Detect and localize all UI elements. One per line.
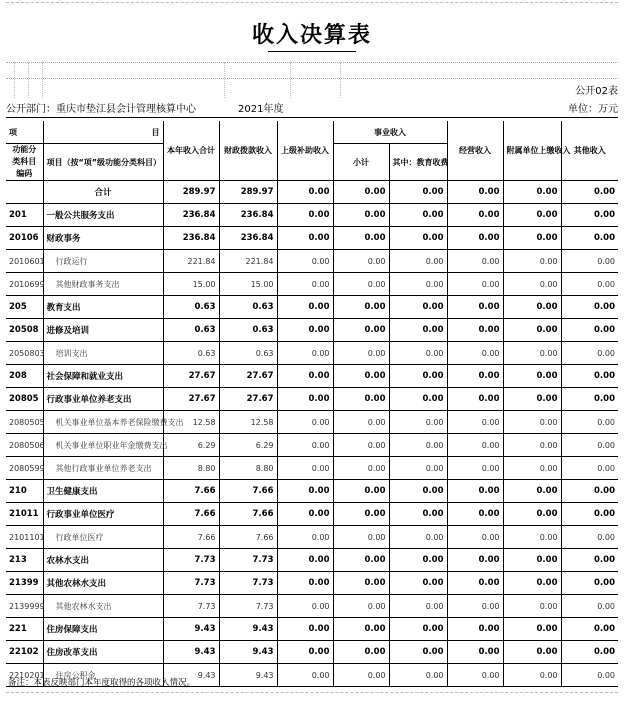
cell-oth: 0.00 <box>561 526 618 549</box>
grid-dotted-vline <box>42 62 43 98</box>
cell-sub: 0.00 <box>333 572 389 595</box>
cell-name: 社会保障和就业支出 <box>43 365 163 388</box>
cell-oth: 0.00 <box>561 503 618 526</box>
cell-code: 221 <box>6 618 43 641</box>
cell-op: 0.00 <box>447 457 503 480</box>
cell-total: 236.84 <box>163 204 219 227</box>
cell-sub: 0.00 <box>333 595 389 618</box>
cell-op: 0.00 <box>447 204 503 227</box>
cell-edu: 0.00 <box>389 457 447 480</box>
cell-op: 0.00 <box>447 434 503 457</box>
cell-sub: 0.00 <box>333 480 389 503</box>
cell-name: 其他农林水支出 <box>43 595 163 618</box>
cell-fiscal: 221.84 <box>219 250 277 273</box>
cell-aff: 0.00 <box>503 227 561 250</box>
cell-op: 0.00 <box>447 342 503 365</box>
cell-aff: 0.00 <box>503 434 561 457</box>
cell-code: 2080505 <box>6 411 43 434</box>
cell-edu: 0.00 <box>389 411 447 434</box>
header-subtotal: 小计 <box>333 144 389 181</box>
cell-code: 20106 <box>6 227 43 250</box>
cell-total: 6.29 <box>163 434 219 457</box>
cell-op: 0.00 <box>447 296 503 319</box>
cell-aff: 0.00 <box>503 480 561 503</box>
cell-edu: 0.00 <box>389 480 447 503</box>
cell-total: 221.84 <box>163 250 219 273</box>
cell-total: 9.43 <box>163 664 219 687</box>
cell-edu: 0.00 <box>389 618 447 641</box>
cell-edu: 0.00 <box>389 664 447 687</box>
grid-dotted-vline <box>290 62 291 98</box>
cell-name: 卫生健康支出 <box>43 480 163 503</box>
cell-total: 15.00 <box>163 273 219 296</box>
cell-sup: 0.00 <box>277 227 333 250</box>
cell-fiscal: 0.63 <box>219 296 277 319</box>
cell-name: 其他财政事务支出 <box>43 273 163 296</box>
cell-edu: 0.00 <box>389 250 447 273</box>
cell-op: 0.00 <box>447 319 503 342</box>
grid-dotted-line <box>6 62 618 63</box>
cell-oth: 0.00 <box>561 273 618 296</box>
cell-code: 2010601 <box>6 250 43 273</box>
cell-code: 22102 <box>6 641 43 664</box>
cell-fiscal: 7.73 <box>219 549 277 572</box>
cell-oth: 0.00 <box>561 181 618 204</box>
cell-total: 27.67 <box>163 388 219 411</box>
year-label: 2021年度 <box>238 104 284 115</box>
cell-code: 213 <box>6 549 43 572</box>
cell-aff: 0.00 <box>503 664 561 687</box>
cell-aff: 0.00 <box>503 595 561 618</box>
cell-name: 其他行政事业单位养老支出 <box>43 457 163 480</box>
income-table <box>6 121 618 687</box>
cell-fiscal: 7.66 <box>219 480 277 503</box>
cell-total: 7.66 <box>163 503 219 526</box>
cell-oth: 0.00 <box>561 204 618 227</box>
cell-code: 2080506 <box>6 434 43 457</box>
cell-oth: 0.00 <box>561 572 618 595</box>
cell-name: 财政事务 <box>43 227 163 250</box>
cell-oth: 0.00 <box>561 480 618 503</box>
cell-sub: 0.00 <box>333 503 389 526</box>
cell-total: 236.84 <box>163 227 219 250</box>
cell-edu: 0.00 <box>389 503 447 526</box>
cell-fiscal: 236.84 <box>219 227 277 250</box>
cell-fiscal: 9.43 <box>219 641 277 664</box>
cell-code: 2010699 <box>6 273 43 296</box>
cell-sup: 0.00 <box>277 342 333 365</box>
cell-total: 7.66 <box>163 480 219 503</box>
cell-oth: 0.00 <box>561 411 618 434</box>
cell-op: 0.00 <box>447 595 503 618</box>
cell-total: 289.97 <box>163 181 219 204</box>
cell-total: 0.63 <box>163 319 219 342</box>
cell-oth: 0.00 <box>561 342 618 365</box>
cell-aff: 0.00 <box>503 181 561 204</box>
title-underline <box>268 51 356 52</box>
cell-total: 0.63 <box>163 342 219 365</box>
cell-sub: 0.00 <box>333 388 389 411</box>
cell-code: 210 <box>6 480 43 503</box>
cell-aff: 0.00 <box>503 204 561 227</box>
table-row <box>6 204 618 227</box>
table-row <box>6 434 618 457</box>
cell-sub: 0.00 <box>333 365 389 388</box>
cell-code: 2101101 <box>6 526 43 549</box>
table-row <box>6 227 618 250</box>
cell-sub: 0.00 <box>333 296 389 319</box>
table-row <box>6 365 618 388</box>
cell-edu: 0.00 <box>389 641 447 664</box>
cell-code: 208 <box>6 365 43 388</box>
table-header <box>6 121 618 181</box>
cell-sub: 0.00 <box>333 411 389 434</box>
cell-edu: 0.00 <box>389 434 447 457</box>
table-row <box>6 480 618 503</box>
cell-fiscal: 8.80 <box>219 457 277 480</box>
table-row <box>6 296 618 319</box>
cell-oth: 0.00 <box>561 618 618 641</box>
cell-total: 9.43 <box>163 641 219 664</box>
cell-edu: 0.00 <box>389 526 447 549</box>
cell-sub: 0.00 <box>333 227 389 250</box>
cell-aff: 0.00 <box>503 365 561 388</box>
cell-sup: 0.00 <box>277 250 333 273</box>
cell-sup: 0.00 <box>277 434 333 457</box>
cell-aff: 0.00 <box>503 250 561 273</box>
unit-label: 单位：万元 <box>568 104 618 115</box>
cell-name: 合计 <box>43 181 163 204</box>
cell-fiscal: 27.67 <box>219 388 277 411</box>
table-row <box>6 641 618 664</box>
cell-fiscal: 27.67 <box>219 365 277 388</box>
header-xiang: 项 <box>6 121 43 144</box>
cell-edu: 0.00 <box>389 342 447 365</box>
cell-edu: 0.00 <box>389 273 447 296</box>
cell-total: 9.43 <box>163 618 219 641</box>
cell-oth: 0.00 <box>561 296 618 319</box>
cell-total: 12.58 <box>163 411 219 434</box>
cell-sup: 0.00 <box>277 503 333 526</box>
cell-fiscal: 9.43 <box>219 618 277 641</box>
cell-name: 住房公积金 <box>43 664 163 687</box>
cell-code: 201 <box>6 204 43 227</box>
cell-op: 0.00 <box>447 664 503 687</box>
cell-aff: 0.00 <box>503 342 561 365</box>
cell-sub: 0.00 <box>333 250 389 273</box>
cell-code: 20508 <box>6 319 43 342</box>
cell-sub: 0.00 <box>333 273 389 296</box>
cell-total: 7.73 <box>163 572 219 595</box>
grid-dotted-vline <box>340 62 341 98</box>
cell-aff: 0.00 <box>503 296 561 319</box>
cell-name: 培训支出 <box>43 342 163 365</box>
cell-aff: 0.00 <box>503 641 561 664</box>
department-label: 公开部门：重庆市垫江县会计管理核算中心 <box>6 104 196 115</box>
table-row <box>6 526 618 549</box>
cell-fiscal: 236.84 <box>219 204 277 227</box>
header-superior: 上级补助收入 <box>277 121 333 181</box>
cell-sub: 0.00 <box>333 342 389 365</box>
cell-aff: 0.00 <box>503 273 561 296</box>
cell-code: 205 <box>6 296 43 319</box>
cell-oth: 0.00 <box>561 388 618 411</box>
grid-dotted-line <box>6 78 618 79</box>
cell-edu: 0.00 <box>389 319 447 342</box>
cell-sub: 0.00 <box>333 181 389 204</box>
cell-sub: 0.00 <box>333 434 389 457</box>
cell-code: 20805 <box>6 388 43 411</box>
cell-name: 行政事业单位养老支出 <box>43 388 163 411</box>
form-number: 公开02表 <box>575 86 618 97</box>
page-top-rule <box>6 2 618 3</box>
total-row <box>6 181 618 204</box>
cell-sup: 0.00 <box>277 319 333 342</box>
header-operating: 经营收入 <box>447 121 503 181</box>
cell-sup: 0.00 <box>277 204 333 227</box>
cell-fiscal: 7.66 <box>219 526 277 549</box>
cell-total: 0.63 <box>163 296 219 319</box>
cell-op: 0.00 <box>447 503 503 526</box>
cell-sup: 0.00 <box>277 526 333 549</box>
cell-fiscal: 0.63 <box>219 342 277 365</box>
cell-sub: 0.00 <box>333 204 389 227</box>
cell-name: 住房保障支出 <box>43 618 163 641</box>
cell-edu: 0.00 <box>389 227 447 250</box>
cell-edu: 0.00 <box>389 181 447 204</box>
cell-aff: 0.00 <box>503 411 561 434</box>
cell-oth: 0.00 <box>561 641 618 664</box>
table-row <box>6 618 618 641</box>
cell-sup: 0.00 <box>277 664 333 687</box>
cell-sub: 0.00 <box>333 319 389 342</box>
header-other: 其他收入 <box>561 121 618 181</box>
cell-aff: 0.00 <box>503 526 561 549</box>
cell-code: 2050803 <box>6 342 43 365</box>
cell-fiscal: 15.00 <box>219 273 277 296</box>
cell-name: 行政单位医疗 <box>43 526 163 549</box>
cell-name: 行政运行 <box>43 250 163 273</box>
cell-op: 0.00 <box>447 273 503 296</box>
cell-op: 0.00 <box>447 365 503 388</box>
header-mu: 目 <box>43 121 163 144</box>
header-code: 功能分类科目编码 <box>6 144 43 181</box>
cell-name: 机关事业单位基本养老保险缴费支出 <box>43 411 163 434</box>
cell-sup: 0.00 <box>277 618 333 641</box>
cell-op: 0.00 <box>447 526 503 549</box>
cell-aff: 0.00 <box>503 618 561 641</box>
cell-op: 0.00 <box>447 641 503 664</box>
cell-aff: 0.00 <box>503 457 561 480</box>
cell-oth: 0.00 <box>561 664 618 687</box>
cell-edu: 0.00 <box>389 296 447 319</box>
cell-fiscal: 7.66 <box>219 503 277 526</box>
cell-sub: 0.00 <box>333 549 389 572</box>
cell-name: 一般公共服务支出 <box>43 204 163 227</box>
cell-name: 住房改革支出 <box>43 641 163 664</box>
table-row <box>6 250 618 273</box>
cell-sup: 0.00 <box>277 296 333 319</box>
table-row <box>6 273 618 296</box>
header-total-income: 本年收入合计 <box>163 121 219 181</box>
cell-edu: 0.00 <box>389 572 447 595</box>
cell-fiscal: 12.58 <box>219 411 277 434</box>
cell-op: 0.00 <box>447 411 503 434</box>
meta-row <box>6 100 618 114</box>
cell-name: 行政事业单位医疗 <box>43 503 163 526</box>
cell-oth: 0.00 <box>561 457 618 480</box>
cell-oth: 0.00 <box>561 227 618 250</box>
header-name: 项目（按“项”级功能分类科目） <box>43 144 163 181</box>
cell-sup: 0.00 <box>277 595 333 618</box>
cell-code: 21399 <box>6 572 43 595</box>
cell-op: 0.00 <box>447 227 503 250</box>
cell-edu: 0.00 <box>389 595 447 618</box>
cell-op: 0.00 <box>447 250 503 273</box>
table-row <box>6 319 618 342</box>
cell-oth: 0.00 <box>561 434 618 457</box>
cell-sup: 0.00 <box>277 457 333 480</box>
cell-code: 2139999 <box>6 595 43 618</box>
cell-sup: 0.00 <box>277 480 333 503</box>
cell-total: 7.73 <box>163 595 219 618</box>
cell-aff: 0.00 <box>503 572 561 595</box>
cell-sup: 0.00 <box>277 273 333 296</box>
cell-code <box>6 181 43 204</box>
table-row <box>6 572 618 595</box>
cell-op: 0.00 <box>447 388 503 411</box>
cell-oth: 0.00 <box>561 319 618 342</box>
header-education-fee: 其中：教育收费 <box>389 144 447 181</box>
table-top-rule <box>6 117 618 118</box>
cell-edu: 0.00 <box>389 549 447 572</box>
cell-sub: 0.00 <box>333 618 389 641</box>
cell-sub: 0.00 <box>333 526 389 549</box>
cell-oth: 0.00 <box>561 595 618 618</box>
cell-sup: 0.00 <box>277 641 333 664</box>
cell-aff: 0.00 <box>503 549 561 572</box>
page-bottom-rule <box>6 692 618 693</box>
cell-sub: 0.00 <box>333 641 389 664</box>
cell-name: 机关事业单位职业年金缴费支出 <box>43 434 163 457</box>
table-row <box>6 342 618 365</box>
grid-dotted-vline <box>14 62 15 98</box>
table-row <box>6 503 618 526</box>
cell-name: 进修及培训 <box>43 319 163 342</box>
cell-op: 0.00 <box>447 572 503 595</box>
header-career-group: 事业收入 <box>333 121 447 144</box>
cell-total: 8.80 <box>163 457 219 480</box>
cell-fiscal: 7.73 <box>219 595 277 618</box>
cell-total: 7.66 <box>163 526 219 549</box>
cell-edu: 0.00 <box>389 204 447 227</box>
cell-oth: 0.00 <box>561 549 618 572</box>
cell-op: 0.00 <box>447 181 503 204</box>
cell-sub: 0.00 <box>333 664 389 687</box>
page-title: 收入决算表 <box>251 23 372 48</box>
cell-fiscal: 6.29 <box>219 434 277 457</box>
table-row <box>6 595 618 618</box>
cell-sub: 0.00 <box>333 457 389 480</box>
cell-edu: 0.00 <box>389 365 447 388</box>
header-affiliate: 附属单位上缴收入 <box>503 121 561 181</box>
table-row <box>6 457 618 480</box>
cell-edu: 0.00 <box>389 388 447 411</box>
cell-oth: 0.00 <box>561 365 618 388</box>
footnote: 备注：本表反映部门本年度取得的各项收入情况。 <box>8 678 196 688</box>
cell-sup: 0.00 <box>277 572 333 595</box>
cell-name: 农林水支出 <box>43 549 163 572</box>
cell-aff: 0.00 <box>503 503 561 526</box>
cell-total: 7.73 <box>163 549 219 572</box>
header-fiscal: 财政拨款收入 <box>219 121 277 181</box>
cell-fiscal: 9.43 <box>219 664 277 687</box>
cell-code: 2080599 <box>6 457 43 480</box>
grid-dotted-vline <box>28 62 29 98</box>
cell-op: 0.00 <box>447 549 503 572</box>
table-row <box>6 388 618 411</box>
cell-name: 教育支出 <box>43 296 163 319</box>
cell-total: 27.67 <box>163 365 219 388</box>
cell-sup: 0.00 <box>277 388 333 411</box>
cell-fiscal: 7.73 <box>219 572 277 595</box>
cell-code: 2210201 <box>6 664 43 687</box>
cell-sup: 0.00 <box>277 411 333 434</box>
cell-sup: 0.00 <box>277 181 333 204</box>
grid-dotted-vline <box>224 62 225 98</box>
cell-code: 21011 <box>6 503 43 526</box>
cell-sup: 0.00 <box>277 549 333 572</box>
table-row <box>6 411 618 434</box>
table-row <box>6 549 618 572</box>
cell-oth: 0.00 <box>561 250 618 273</box>
cell-sup: 0.00 <box>277 365 333 388</box>
cell-fiscal: 289.97 <box>219 181 277 204</box>
cell-aff: 0.00 <box>503 319 561 342</box>
cell-op: 0.00 <box>447 480 503 503</box>
cell-name: 其他农林水支出 <box>43 572 163 595</box>
cell-aff: 0.00 <box>503 388 561 411</box>
cell-fiscal: 0.63 <box>219 319 277 342</box>
cell-op: 0.00 <box>447 618 503 641</box>
table-body <box>6 181 618 687</box>
